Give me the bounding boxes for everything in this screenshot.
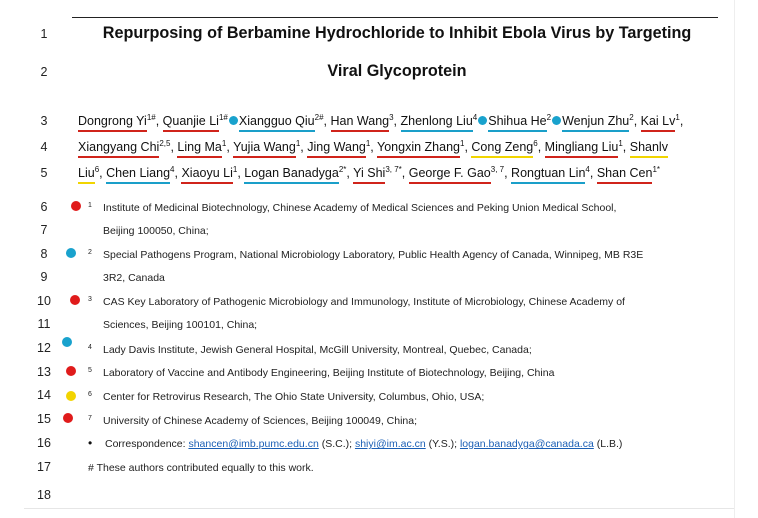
affiliation-text: Laboratory of Vaccine and Antibody Engineering, Beijing Institute of Biotechnology, Beijing, China (103, 367, 555, 379)
affiliation-number: 4 (88, 344, 92, 351)
line-number: 7 (40, 223, 48, 237)
affiliation-number: 6 (88, 391, 92, 398)
author-name: Shihua He (488, 114, 546, 132)
affiliation-number: 2 (88, 249, 92, 256)
author-name: Xiangguo Qiu (239, 114, 315, 132)
correspondence-bullet: • (88, 436, 93, 450)
email-link-banadyga[interactable]: logan.banadyga@canada.ca (459, 438, 594, 450)
author-sup: 2 (546, 113, 552, 122)
author-name: Yi Shi (353, 166, 385, 184)
line-number: 4 (40, 140, 48, 154)
author-sup: 1 (295, 139, 301, 148)
equal-contribution-note: # These authors contributed equally to this work. (88, 462, 314, 474)
page-title-line-2: Viral Glycoprotein (327, 62, 467, 80)
red-marker-dot (70, 295, 80, 305)
email-link-shi[interactable]: shiyi@im.ac.cn (354, 438, 426, 450)
author-line-3: Liu$^6$, Chen Liang$^4$, Xiaoyu Li$^1$, Logan Banadyga$^{2*}$, Yi Shi$^{3, 7*}$, George F. Gao$^{3, 7}$, Rongtuan Lin$^4$, Shan Cen$^{1*}$ (78, 166, 728, 180)
page-edge-bottom (24, 508, 734, 509)
correspondence-note: (S.C.); (318, 438, 355, 450)
affiliation-number: 5 (88, 367, 92, 374)
correspondence-note: (L.B.) (593, 438, 623, 450)
line-number: 16 (37, 436, 51, 450)
affiliation-text: University of Chinese Academy of Sciences, Beijing 100049, China; (103, 415, 418, 427)
yellow-marker-dot (66, 391, 76, 401)
affiliation-number: 3 (88, 296, 92, 303)
author-sup: 1* (652, 165, 660, 174)
author-name: Jing Wang (307, 140, 366, 158)
author-sup: 2# (314, 113, 324, 122)
red-marker-dot (63, 413, 73, 423)
line-number: 11 (37, 317, 51, 331)
line-number: 8 (40, 247, 48, 261)
author-name: Cong Zeng (471, 140, 533, 158)
line-number: 10 (37, 294, 51, 308)
author-name: Dongrong Yi (78, 114, 147, 132)
author-sup: 1# (146, 113, 156, 122)
author-sup: 2,5 (159, 139, 171, 148)
email-link-cen[interactable]: shancen@imb.pumc.edu.cn (188, 438, 319, 450)
author-sup: 4 (170, 165, 175, 174)
author-sup: 3, 7* (385, 165, 402, 174)
blue-marker-dot (552, 116, 561, 125)
line-number: 6 (40, 200, 48, 214)
author-name: Rongtuan Lin (511, 166, 585, 184)
author-name: George F. Gao (409, 166, 491, 184)
affiliation-text: Lady Davis Institute, Jewish General Hospital, McGill University, Montreal, Quebec, Canada; (103, 344, 532, 356)
author-sup: 6 (533, 139, 538, 148)
correspondence-note: (Y.S.); (425, 438, 460, 450)
line-number: 17 (37, 460, 51, 474)
author-sup: 4 (472, 113, 478, 122)
page-title-line-1: Repurposing of Berbamine Hydrochloride to Inhibit Ebola Virus by Targeting (102, 24, 692, 42)
author-sup: 1 (221, 139, 227, 148)
correspondence-line (105, 438, 622, 450)
affiliation-text: Sciences, Beijing 100101, China; (103, 319, 258, 331)
author-name: Shan Cen (597, 166, 653, 184)
author-name: Quanjie Li (163, 114, 219, 132)
line-number: 5 (40, 166, 48, 180)
author-name: Logan Banadyga (244, 166, 339, 184)
blue-marker-dot (478, 116, 487, 125)
line-number: 18 (37, 488, 51, 502)
author-name: Ling Ma (177, 140, 221, 158)
line-number: 13 (37, 365, 51, 379)
author-name: Shanlv (630, 140, 668, 158)
affiliation-text: Center for Retrovirus Research, The Ohio State University, Columbus, Ohio, USA; (103, 391, 485, 403)
line-number: 15 (37, 412, 51, 426)
author-name: Kai Lv (641, 114, 676, 132)
blue-marker-dot (66, 248, 76, 258)
correspondence-label: Correspondence: (105, 438, 189, 450)
affiliation-text: 3R2, Canada (103, 272, 165, 284)
author-sup: 1 (675, 113, 680, 122)
affiliation-number: 7 (88, 415, 92, 422)
author-sup: 4 (585, 165, 590, 174)
author-name: Wenjun Zhu (562, 114, 629, 132)
author-sup: 6 (94, 165, 100, 174)
author-name: Yongxin Zhang (377, 140, 460, 158)
author-sup: 1 (365, 139, 371, 148)
line-number: 2 (40, 65, 48, 79)
author-sup: 1 (232, 165, 238, 174)
blue-marker-dot (62, 337, 72, 347)
author-line-2: Xiangyang Chi$^{2,5}$, Ling Ma$^1$, Yujia Wang$^1$, Jing Wang$^1$, Yongxin Zhang$^1$, Cong Zeng$^6$, Mingliang Liu$^1$, Shanlv (78, 140, 728, 154)
author-sup: 2* (338, 165, 347, 174)
author-name: Xiaoyu Li (181, 166, 232, 184)
affiliation-number: 1 (88, 202, 92, 209)
affiliation-text: Special Pathogens Program, National Microbiology Laboratory, Public Health Agency of Canada, Winnipeg, MB R3E (103, 249, 644, 261)
author-name: Mingliang Liu (545, 140, 619, 158)
line-number: 3 (40, 114, 48, 128)
author-name: Yujia Wang (233, 140, 296, 158)
line-number: 14 (37, 388, 51, 402)
author-name: Han Wang (331, 114, 390, 132)
author-sup: 1 (459, 139, 465, 148)
red-marker-dot (71, 201, 81, 211)
author-sup: 3, 7 (490, 165, 505, 174)
author-sup: 1 (618, 139, 623, 148)
author-line-1: Dongrong $Yi^{1\#}$, Quanjie $Li^{1\#}$ Xiangguo Qiu$^{2\#}$, Han Wang$^3$, Zhenlong Liu$^4$ Shihua He$^2$ Wenjun Zhu$^2$, Kai Lv$^1$, (78, 114, 728, 128)
author-sup: 1# (218, 113, 228, 122)
author-sup: 3 (389, 113, 394, 122)
affiliation-text: Beijing 100050, China; (103, 225, 209, 237)
author-name: Zhenlong Liu (401, 114, 473, 132)
top-rule (72, 17, 718, 18)
line-number: 9 (40, 270, 48, 284)
page-edge-right (734, 0, 735, 518)
author-name: Chen Liang (106, 166, 170, 184)
line-number: 12 (37, 341, 51, 355)
author-name: Xiangyang Chi (78, 140, 159, 158)
affiliation-text: CAS Key Laboratory of Pathogenic Microbiology and Immunology, Institute of Microbiology, Chinese Academy of (103, 296, 625, 308)
line-number: 1 (40, 27, 48, 41)
author-name: Liu (78, 166, 95, 184)
affiliation-text: Institute of Medicinal Biotechnology, Chinese Academy of Medical Sciences and Peking Union Medical School, (103, 202, 617, 214)
blue-marker-dot (229, 116, 238, 125)
author-sup: 2 (629, 113, 634, 122)
red-marker-dot (66, 366, 76, 376)
